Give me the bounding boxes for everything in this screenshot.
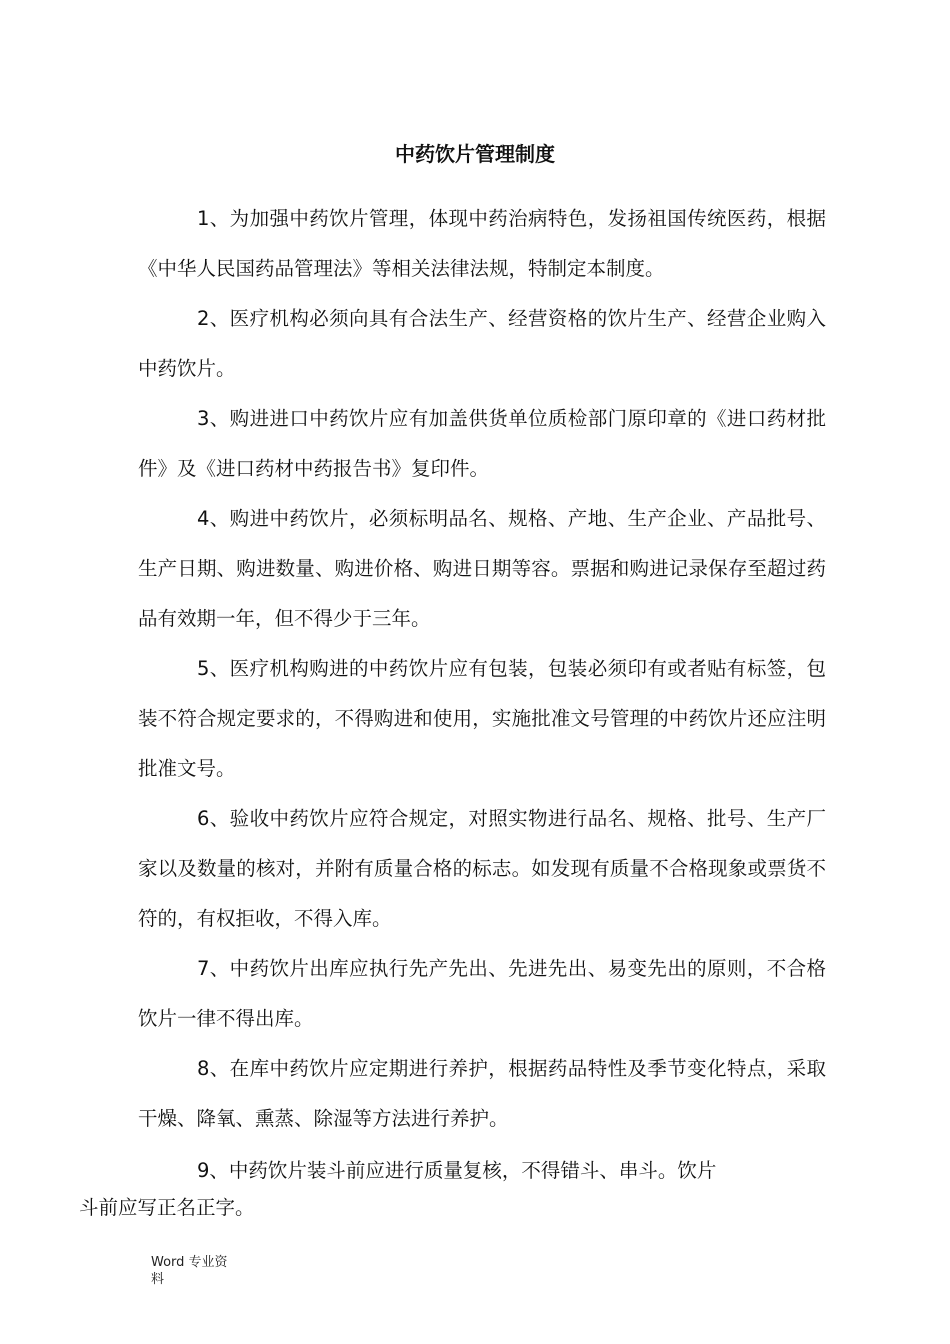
paragraph-3: 3、购进进口中药饮片应有加盖供货单位质检部门原印章的《进口药材批件》及《进口药材中药报告书》复印件。 bbox=[138, 407, 826, 480]
footer-line-1: Word 专业资 bbox=[151, 1255, 228, 1270]
paragraph-9-line-1: 9、中药饮片装斗前应进行质量复核，不得错斗、串斗。饮片 bbox=[197, 1159, 717, 1182]
paragraph-8: 8、在库中药饮片应定期进行养护，根据药品特性及季节变化特点，采取干燥、降氧、熏蒸、除湿等方法进行养护。 bbox=[138, 1057, 826, 1130]
paragraph-2: 2、医疗机构必须向具有合法生产、经营资格的饮片生产、经营企业购入中药饮片。 bbox=[138, 307, 826, 380]
paragraph-5: 5、医疗机构购进的中药饮片应有包装，包装必须印有或者贴有标签，包装不符合规定要求的，不得购进和使用，实施批准文号管理的中药饮片还应注明批准文号。 bbox=[138, 657, 826, 780]
paragraph-9-line-2: 斗前应写正名正字。 bbox=[79, 1196, 255, 1219]
paragraph-7: 7、中药饮片出库应执行先产先出、先进先出、易变先出的原则，不合格饮片一律不得出库。 bbox=[138, 957, 826, 1030]
footer-line-2: 料 bbox=[151, 1272, 165, 1287]
page-title: 中药饮片管理制度 bbox=[395, 142, 555, 166]
paragraph-9 bbox=[79, 1152, 826, 1226]
paragraph-6: 6、验收中药饮片应符合规定，对照实物进行品名、规格、批号、生产厂家以及数量的核对，并附有质量合格的标志。如发现有质量不合格现象或票货不符的，有权拒收，不得入库。 bbox=[138, 807, 826, 930]
page-footer bbox=[151, 1254, 241, 1288]
paragraph-4: 4、购进中药饮片，必须标明品名、规格、产地、生产企业、产品批号、生产日期、购进数量、购进价格、购进日期等容。票据和购进记录保存至超过药品有效期一年，但不得少于三年。 bbox=[138, 507, 826, 630]
paragraph-1: 1、为加强中药饮片管理，体现中药治病特色，发扬祖国传统医药，根据《中华人民国药品管理法》等相关法律法规，特制定本制度。 bbox=[138, 207, 826, 280]
document-body bbox=[79, 194, 826, 1226]
